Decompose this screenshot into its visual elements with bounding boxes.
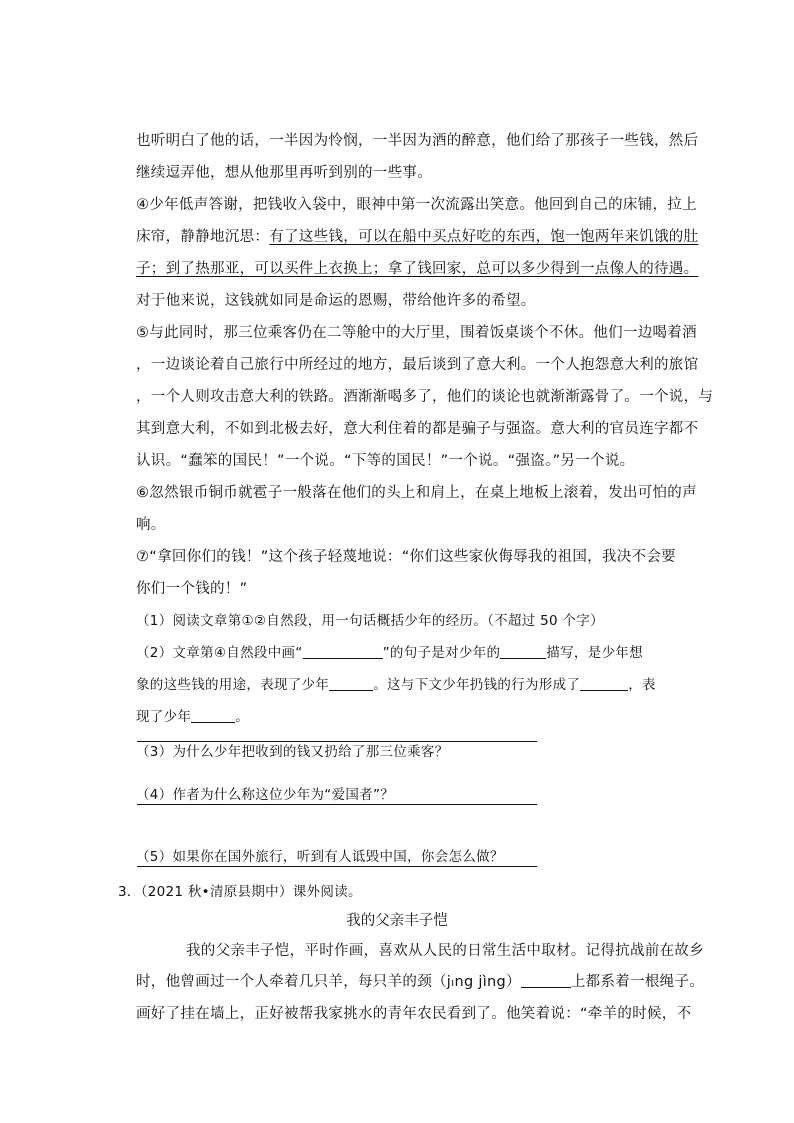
passage-line: 继续逗弄他，想从他那里再听到别的一些事。 (136, 165, 432, 181)
question-text: （2）文章第④自然段中画“ (136, 645, 303, 661)
fill-blank[interactable] (500, 644, 546, 659)
passage-line: 也听明白了他的话，一半因为怜悯，一半因为酒的醉意，他们给了那孩子一些钱，然后 (136, 133, 699, 149)
passage-line: 其到意大利，不如到北极去好，意大利住着的都是骗子与强盗。意大利的官员连字都不 (136, 421, 699, 437)
fill-blank[interactable] (329, 676, 373, 691)
passage-line: ⑤与此同时，那三位乘客仍在二等舱中的大厅里，围着饭桌谈个不休。他们一边喝着酒 (136, 325, 697, 341)
fill-blank[interactable] (191, 708, 235, 723)
passage-line: 认识。“蠢笨的国民！”一个说。“下等的国民！”一个说。“强盗。”另一个说。 (136, 453, 635, 469)
passage-line: ⑦“拿回你们的钱！”这个孩子轻蔑地说：“你们这些家伙侮辱我的祖国，我决不会要 (136, 549, 676, 565)
question-text: 象的这些钱的用途，表现了少年 (136, 677, 330, 693)
pinyin-dotless-i: ı (451, 976, 455, 989)
question-4: （4）作者为什么称这位少年为“爱国者”？ (136, 787, 395, 803)
article-title: 我的父亲丰子恺 (346, 913, 448, 929)
article-line: 我的父亲丰子恺，平时作画，喜欢从人民的日常生活中取材。记得抗战前在故乡 (186, 943, 704, 959)
underlined-sentence: 子；到了热那亚，可以买件上衣换上；拿了钱回家，总可以多少得到一点像人的待遇。 (136, 261, 699, 277)
question-text: 。 (235, 709, 250, 725)
fill-blank[interactable] (580, 676, 628, 691)
passage-line: ，一边谈论着自己旅行中所经过的地方，最后谈到了意大利。一个人抱怨意大利的旅馆 (136, 357, 699, 373)
question-2-cont (136, 675, 676, 695)
section-3-header: 3．（2021 秋•清原县期中）课外阅读。 (118, 884, 362, 900)
question-3: （3）为什么少年把收到的钱又扔给了那三位乘客？ (136, 744, 449, 760)
passage-line: 对于他来说，这钱就如同是命运的恩赐，带给他许多的希望。 (136, 293, 536, 309)
question-text: ”的句子是对少年的 (382, 645, 501, 661)
passage-line: 响。 (136, 517, 166, 533)
question-1: （1）阅读文章第①②自然段，用一句话概括少年的经历。（不超过 50 个字） (136, 613, 604, 629)
article-line: 画好了挂在墙上，正好被帮我家挑水的青年农民看到了。他笑着说：“牵羊的时候，不 (136, 1006, 692, 1022)
question-text: 。这与下文少年扔钱的行为形成了 (373, 677, 581, 693)
question-text: 现了少年 (136, 709, 192, 725)
answer-line[interactable] (137, 741, 537, 742)
question-2 (136, 643, 676, 663)
article-text: 时，他曾画过一个人牵着几只羊，每只羊的颈（j (136, 974, 452, 990)
passage-line: ⑥忽然银币铜币就雹子一般落在他们的头上和肩上，在桌上地板上滚着，发出可怕的声 (136, 485, 697, 501)
passage-line: 你们一个钱的！” (136, 581, 248, 597)
question-2-cont (136, 707, 676, 727)
question-5: （5）如果你在国外旅行，听到有人诋毁中国，你会怎么做？ (136, 849, 504, 865)
answer-line[interactable] (137, 866, 537, 867)
article-line (136, 972, 705, 993)
question-text: 描写，是少年想 (546, 645, 643, 661)
passage-line: ，一个人则攻击意大利的铁路。酒渐渐喝多了，他们的谈论也就渐渐露骨了。一个说，与 (136, 389, 714, 405)
passage-line: ④少年低声答谢，把钱收入袋中，眼神中第一次流露出笑意。他回到自己的床铺，拉上 (136, 197, 697, 213)
article-text: ng jìng） (454, 974, 521, 990)
passage-text: 床帘，静静地沉思： (136, 229, 270, 245)
answer-line[interactable] (137, 804, 537, 805)
passage-line (136, 227, 699, 247)
underlined-sentence: 有了这些钱，可以在船中买点好吃的东西，饱一饱两年来饥饿的肚 (269, 229, 699, 245)
fill-blank[interactable] (303, 644, 383, 659)
article-text: 上都系着一根绳子。 (570, 974, 705, 990)
question-text: ，表 (628, 677, 656, 693)
fill-blank[interactable] (521, 973, 571, 988)
